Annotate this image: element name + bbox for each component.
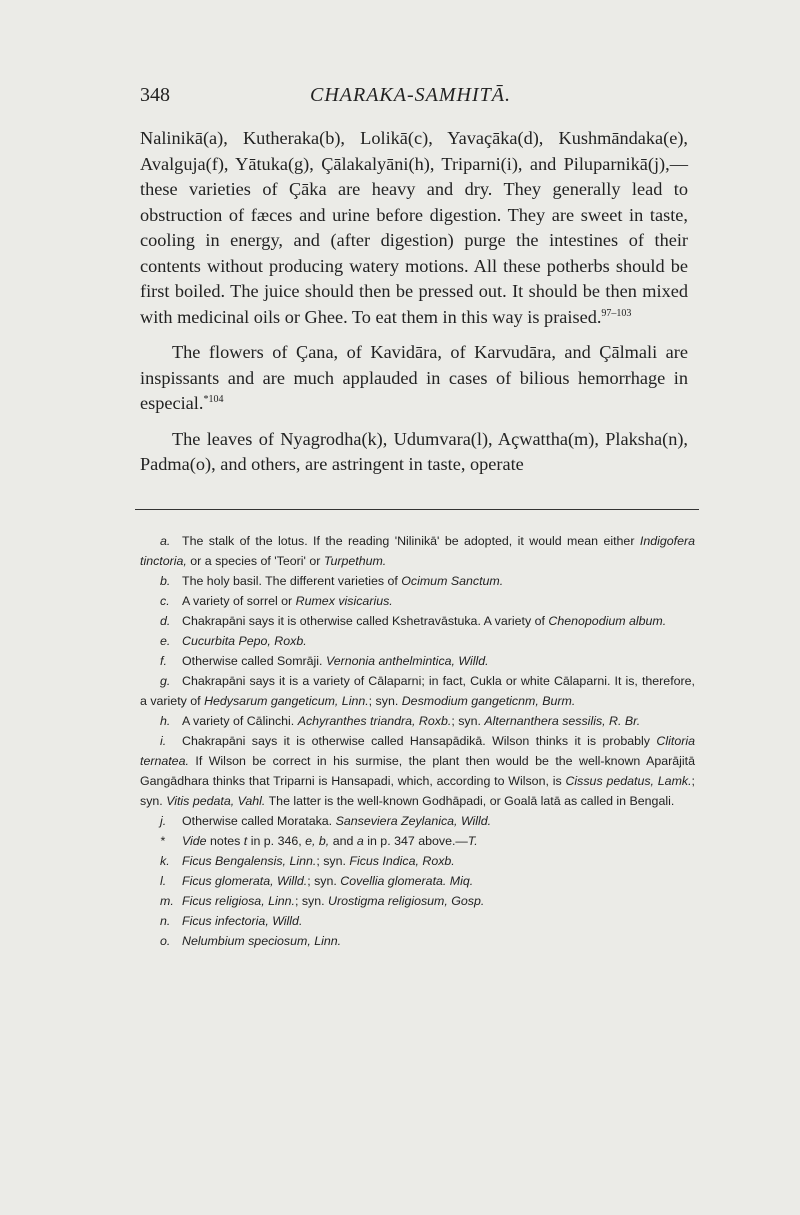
paragraph-1-text: Nalinikā(a), Kutheraka(b), Lolikā(c), Yavaçāka(d), Kushmāndaka(e), Avalguja(f), Yātuka(g), Çālakalyāni(h), Triparni(i), and Piluparnikā(j),—these varieties of Çāka are heavy and dry. They generally lead to obstruction of fæces and urine before digestion. They are sweet in taste, cooling in energy, and (after digestion) purge the intestines of their contents without producing watery motions. All these potherbs should be first boiled. The juice should then be pressed out. It should be then mixed with medicinal oils or Ghee. To eat them in this way is praised. bbox=[140, 128, 688, 327]
footnote-italic: T. bbox=[467, 834, 478, 848]
paragraph-1 bbox=[140, 126, 688, 330]
page-number: 348 bbox=[140, 84, 170, 106]
footnote-species: Hedysarum gangeticum, Linn. bbox=[204, 694, 369, 708]
footnote-italic: a bbox=[356, 834, 364, 848]
footnote-text: and bbox=[332, 834, 354, 848]
footnote-mark: k. bbox=[160, 854, 170, 868]
footnote-mark: b. bbox=[160, 574, 171, 588]
paragraph-2 bbox=[140, 340, 688, 417]
footnote-species: Ficus Bengalensis, Linn. bbox=[182, 854, 317, 868]
footnote-species: Desmodium gangeticnm, Burm. bbox=[401, 694, 576, 708]
footnote-a bbox=[140, 531, 695, 571]
footnote-b bbox=[140, 571, 695, 591]
footnote-species: Achyranthes triandra, Roxb. bbox=[297, 714, 452, 728]
footnote-species: Cissus pedatus, Lamk. bbox=[565, 774, 692, 788]
footnote-text: notes bbox=[210, 834, 241, 848]
footnote-italic: Vide bbox=[182, 834, 207, 848]
footnote-e bbox=[140, 631, 695, 651]
footnote-mark: n. bbox=[160, 914, 171, 928]
verse-reference: 97–103 bbox=[601, 307, 632, 319]
footnote-c bbox=[140, 591, 695, 611]
footnote-divider bbox=[135, 509, 699, 510]
footnote-species: Rumex visicarius. bbox=[295, 594, 393, 608]
footnote-mark: o. bbox=[160, 934, 171, 948]
footnote-text: ; syn. bbox=[316, 854, 346, 868]
footnote-text: A variety of sorrel or bbox=[182, 594, 293, 608]
footnote-j bbox=[140, 811, 695, 831]
footnote-i bbox=[140, 731, 695, 811]
footnote-text: Chakrapāni says it is otherwise called Hansapādikā. Wilson thinks it is probably bbox=[182, 734, 650, 748]
paragraph-3-text: The leaves of Nyagrodha(k), Udumvara(l), Açwattha(m), Plaksha(n), Padma(o), and others, are astringent in taste, operate bbox=[140, 428, 688, 474]
footnote-species: Alternanthera sessilis, R. Br. bbox=[484, 714, 641, 728]
footnote-star bbox=[140, 831, 695, 851]
footnote-text: If Wilson be correct in his surmise, the plant then would be the well-known Aparājitā Gangādhara thinks that Triparni is Hansapadi, which, according to Wilson, is bbox=[140, 754, 695, 788]
footnote-mark: i. bbox=[160, 734, 167, 748]
footnote-m bbox=[140, 891, 695, 911]
footnote-mark: h. bbox=[160, 714, 171, 728]
page-header bbox=[140, 84, 660, 114]
footnote-mark: g. bbox=[160, 674, 171, 688]
footnote-species: Covellia glomerata. Miq. bbox=[340, 874, 474, 888]
footnote-species: Vitis pedata, Vahl. bbox=[166, 794, 266, 808]
footnote-text: Chakrapāni says it is a variety of Cālaparni; in fact, Cukla or white Cālaparni. It is, therefore, a variety of bbox=[140, 674, 695, 708]
footnote-text: ; syn. bbox=[294, 894, 325, 908]
footnote-species: Ficus Indica, Roxb. bbox=[349, 854, 455, 868]
footnote-l bbox=[140, 871, 695, 891]
running-title: CHARAKA-SAMHITĀ. bbox=[310, 84, 511, 106]
paragraph-3 bbox=[140, 427, 688, 478]
footnote-text: A variety of Cālinchi. bbox=[182, 714, 295, 728]
footnote-italic: t bbox=[243, 834, 248, 848]
footnote-text: in p. 346, bbox=[250, 834, 302, 848]
footnote-species: Nelumbium speciosum, Linn. bbox=[182, 934, 342, 948]
footnote-text: Otherwise called Morataka. bbox=[182, 814, 333, 828]
footnote-species: Indigofera tinctoria, bbox=[140, 534, 695, 568]
footnotes bbox=[140, 531, 695, 951]
footnote-text: Chakrapāni says it is otherwise called Kshetravāstuka. A variety of bbox=[182, 614, 545, 628]
footnote-text: ; syn. bbox=[451, 714, 481, 728]
footnote-text: in p. 347 above.— bbox=[367, 834, 468, 848]
footnote-text: or a species of 'Teori' or bbox=[190, 554, 321, 568]
footnote-mark: d. bbox=[160, 614, 171, 628]
footnote-species: Ficus glomerata, Willd. bbox=[182, 874, 308, 888]
footnote-species: Vernonia anthelmintica, Willd. bbox=[325, 654, 489, 668]
footnote-mark: * bbox=[160, 834, 165, 848]
footnote-species: Ficus religiosa, Linn. bbox=[182, 894, 295, 908]
verse-reference: *104 bbox=[203, 393, 224, 405]
footnote-text: The latter is the well-known Godhāpadi, or Goalā latā as called in Bengali. bbox=[268, 794, 675, 808]
footnote-o bbox=[140, 931, 695, 951]
footnote-species: Sanseviera Zeylanica, Willd. bbox=[335, 814, 492, 828]
footnote-mark: e. bbox=[160, 634, 171, 648]
footnote-h bbox=[140, 711, 695, 731]
paragraph-2-text: The flowers of Çana, of Kavidāra, of Karvudāra, and Çālmali are inspissants and are much applauded in cases of bilious hemorrhage in especial. bbox=[140, 342, 688, 413]
footnote-f bbox=[140, 651, 695, 671]
footnote-g bbox=[140, 671, 695, 711]
footnote-mark: l. bbox=[160, 874, 167, 888]
main-text bbox=[140, 126, 688, 478]
footnote-mark: j. bbox=[160, 814, 167, 828]
footnote-mark: f. bbox=[160, 654, 167, 668]
footnote-text: ; syn. bbox=[307, 874, 337, 888]
footnote-species: Cucurbita Pepo, Roxb. bbox=[182, 634, 307, 648]
footnote-text: ; syn. bbox=[140, 774, 695, 808]
footnote-mark: m. bbox=[160, 894, 174, 908]
footnote-d bbox=[140, 611, 695, 631]
footnote-mark: a. bbox=[160, 534, 171, 548]
footnote-species: Ocimum Sanctum. bbox=[401, 574, 504, 588]
footnote-species: Clitoria ternatea. bbox=[140, 734, 695, 768]
footnote-species: Chenopodium album. bbox=[548, 614, 667, 628]
footnote-species: Ficus infectoria, Willd. bbox=[182, 914, 303, 928]
footnote-text: Otherwise called Somrāji. bbox=[182, 654, 323, 668]
footnote-italic: e, b, bbox=[305, 834, 330, 848]
footnote-text: The holy basil. The different varieties of bbox=[182, 574, 398, 588]
footnote-species: Turpethum. bbox=[323, 554, 387, 568]
footnote-text: ; syn. bbox=[368, 694, 399, 708]
footnote-n bbox=[140, 911, 695, 931]
footnote-text: The stalk of the lotus. If the reading 'Nilinikā' be adopted, it would mean either bbox=[182, 534, 635, 548]
footnote-species: Urostigma religiosum, Gosp. bbox=[328, 894, 485, 908]
footnote-k bbox=[140, 851, 695, 871]
footnote-mark: c. bbox=[160, 594, 170, 608]
